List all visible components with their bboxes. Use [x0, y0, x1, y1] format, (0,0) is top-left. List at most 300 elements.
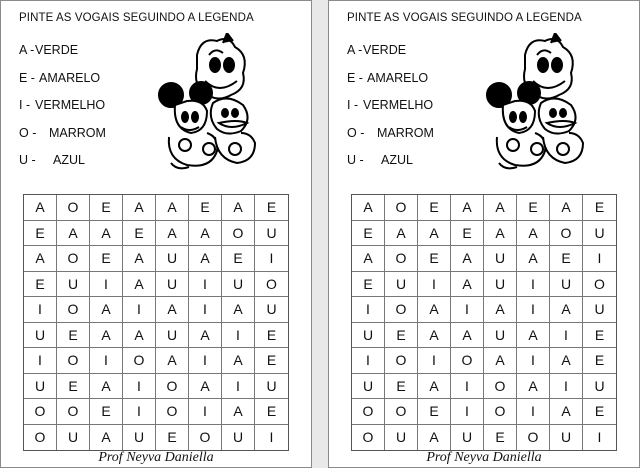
grid-letter: A — [462, 275, 472, 292]
grid-cell[interactable] — [189, 399, 222, 425]
grid-letter: E — [528, 199, 538, 216]
grid-cell[interactable] — [418, 425, 451, 451]
grid-letter: I — [531, 352, 535, 369]
legend-vowel: A - — [19, 43, 35, 57]
grid-cell[interactable] — [352, 374, 385, 400]
grid-letter: A — [233, 403, 243, 420]
grid-cell[interactable] — [550, 297, 583, 323]
grid-cell[interactable] — [156, 348, 189, 374]
grid-letter: A — [134, 250, 144, 267]
grid-letter: E — [200, 199, 210, 216]
grid-letter: A — [561, 301, 571, 318]
grid-cell[interactable] — [189, 246, 222, 272]
grid-cell[interactable] — [451, 348, 484, 374]
grid-letter: A — [462, 326, 472, 343]
grid-cell[interactable] — [352, 297, 385, 323]
grid-cell[interactable] — [352, 272, 385, 298]
grid-cell[interactable] — [255, 374, 288, 400]
grid-letter: U — [67, 429, 79, 446]
grid-cell[interactable] — [90, 374, 123, 400]
grid-letter: O — [527, 429, 539, 446]
grid-cell[interactable] — [255, 221, 288, 247]
grid-letter: A — [462, 199, 472, 216]
grid-letter: O — [395, 199, 407, 216]
grid-cell[interactable] — [123, 348, 156, 374]
grid-cell[interactable] — [90, 425, 123, 451]
grid-letter: E — [101, 250, 111, 267]
grid-letter: E — [594, 403, 605, 420]
grid-cell[interactable] — [484, 195, 517, 221]
grid-cell[interactable] — [517, 399, 550, 425]
grid-cell[interactable] — [550, 399, 583, 425]
grid-cell[interactable] — [385, 425, 418, 451]
grid-cell[interactable] — [90, 272, 123, 298]
grid-letter: I — [203, 403, 207, 420]
grid-letter: U — [232, 429, 244, 446]
grid-letter: O — [362, 403, 374, 420]
disney-characters-icon — [485, 33, 593, 173]
grid-letter: O — [594, 275, 605, 292]
grid-cell[interactable] — [90, 221, 123, 247]
grid-cell[interactable] — [156, 297, 189, 323]
grid-letter: O — [67, 352, 79, 369]
grid-cell[interactable] — [583, 374, 616, 400]
grid-letter: A — [528, 224, 538, 241]
grid-letter: I — [236, 326, 240, 343]
grid-letter: A — [429, 429, 439, 446]
grid-cell[interactable] — [517, 348, 550, 374]
grid-letter: A — [528, 377, 538, 394]
grid-cell[interactable] — [222, 221, 255, 247]
grid-letter: O — [133, 352, 145, 369]
grid-cell[interactable] — [451, 374, 484, 400]
grid-cell[interactable] — [156, 195, 189, 221]
grid-letter: I — [236, 377, 240, 394]
grid-cell[interactable] — [385, 399, 418, 425]
grid-cell[interactable] — [24, 297, 57, 323]
grid-letter: E — [429, 403, 439, 420]
grid-letter: I — [432, 275, 436, 292]
grid-cell[interactable] — [57, 374, 90, 400]
grid-cell[interactable] — [484, 272, 517, 298]
grid-letter: A — [495, 352, 505, 369]
grid-letter: A — [233, 199, 243, 216]
grid-cell[interactable] — [222, 272, 255, 298]
grid-letter: I — [597, 429, 602, 446]
legend-vowel: O - — [19, 126, 37, 140]
legend-vowel: U - — [347, 153, 364, 167]
grid-cell[interactable] — [156, 323, 189, 349]
grid-letter: O — [232, 224, 244, 241]
grid-letter: A — [101, 377, 111, 394]
legend-vowel: E - — [347, 71, 363, 85]
grid-letter: O — [34, 429, 46, 446]
grid-cell[interactable] — [222, 297, 255, 323]
grid-letter: A — [101, 301, 111, 318]
legend-color: MARROM — [377, 126, 434, 140]
grid-cell[interactable] — [352, 221, 385, 247]
grid-letter: U — [166, 275, 178, 292]
grid-cell[interactable] — [255, 323, 288, 349]
grid-letter: A — [35, 199, 45, 216]
grid-cell[interactable] — [385, 348, 418, 374]
grid-cell[interactable] — [222, 399, 255, 425]
grid-cell[interactable] — [583, 323, 616, 349]
grid-cell[interactable] — [484, 399, 517, 425]
grid-cell[interactable] — [123, 374, 156, 400]
grid-letter: I — [531, 403, 535, 420]
grid-cell[interactable] — [550, 425, 583, 451]
legend-color: AZUL — [53, 153, 85, 167]
grid-letter: A — [134, 275, 144, 292]
grid-letter: A — [561, 352, 571, 369]
grid-cell[interactable] — [550, 323, 583, 349]
grid-letter: A — [167, 199, 177, 216]
grid-letter: U — [560, 275, 572, 292]
grid-cell[interactable] — [385, 195, 418, 221]
grid-cell[interactable] — [550, 195, 583, 221]
grid-cell[interactable] — [517, 297, 550, 323]
grid-letter: I — [531, 301, 535, 318]
grid-cell[interactable] — [517, 272, 550, 298]
grid-cell[interactable] — [385, 297, 418, 323]
grid-letter: I — [465, 301, 469, 318]
grid-cell[interactable] — [550, 348, 583, 374]
grid-cell[interactable] — [352, 425, 385, 451]
grid-letter: O — [67, 199, 79, 216]
grid-cell[interactable] — [583, 221, 616, 247]
grid-cell[interactable] — [156, 374, 189, 400]
grid-letter: E — [363, 224, 373, 241]
grid-cell[interactable] — [222, 348, 255, 374]
grid-letter: I — [465, 377, 469, 394]
grid-cell[interactable] — [517, 221, 550, 247]
grid-cell[interactable] — [90, 195, 123, 221]
grid-cell[interactable] — [24, 246, 57, 272]
grid-letter: A — [429, 377, 439, 394]
grid-letter: O — [395, 301, 407, 318]
grid-cell[interactable] — [418, 272, 451, 298]
grid-cell[interactable] — [550, 272, 583, 298]
grid-cell[interactable] — [90, 246, 123, 272]
grid-cell[interactable] — [451, 399, 484, 425]
grid-cell[interactable] — [352, 195, 385, 221]
grid-letter: E — [266, 352, 277, 369]
grid-letter: U — [166, 326, 178, 343]
grid-cell[interactable] — [583, 425, 616, 451]
grid-letter: I — [564, 377, 568, 394]
grid-letter: A — [495, 301, 505, 318]
legend-vowel: O - — [347, 126, 365, 140]
grid-cell[interactable] — [90, 297, 123, 323]
grid-cell[interactable] — [484, 348, 517, 374]
grid-letter: A — [101, 326, 111, 343]
legend-color: VERDE — [35, 43, 79, 57]
grid-cell[interactable] — [385, 246, 418, 272]
grid-cell[interactable] — [352, 348, 385, 374]
grid-cell[interactable] — [255, 425, 288, 451]
grid-letter: O — [166, 403, 178, 420]
grid-cell[interactable] — [352, 246, 385, 272]
grid-cell[interactable] — [583, 348, 616, 374]
grid-cell[interactable] — [418, 348, 451, 374]
grid-letter: I — [203, 275, 207, 292]
grid-cell[interactable] — [451, 297, 484, 323]
grid-cell[interactable] — [90, 348, 123, 374]
grid-letter: I — [564, 326, 568, 343]
grid-cell[interactable] — [24, 374, 57, 400]
grid-letter: E — [396, 377, 406, 394]
legend-color: AMARELO — [367, 71, 429, 85]
grid-letter: I — [366, 301, 370, 318]
grid-cell[interactable] — [583, 399, 616, 425]
grid-cell[interactable] — [451, 425, 484, 451]
grid-cell[interactable] — [418, 221, 451, 247]
grid-letter: O — [34, 403, 46, 420]
grid-letter: I — [432, 352, 436, 369]
grid-letter: O — [560, 224, 572, 241]
grid-cell[interactable] — [255, 297, 288, 323]
grid-cell[interactable] — [517, 323, 550, 349]
grid-letter: U — [34, 377, 46, 394]
grid-letter: E — [462, 224, 472, 241]
grid-cell[interactable] — [156, 399, 189, 425]
grid-cell[interactable] — [255, 195, 288, 221]
legend-vowel: I - — [19, 98, 31, 112]
grid-cell[interactable] — [418, 195, 451, 221]
legend-color: AMARELO — [39, 71, 101, 85]
grid-letter: I — [38, 301, 42, 318]
grid-cell[interactable] — [583, 297, 616, 323]
grid-letter: O — [166, 377, 178, 394]
grid-letter: E — [396, 326, 406, 343]
grid-cell[interactable] — [484, 221, 517, 247]
grid-cell[interactable] — [123, 425, 156, 451]
grid-letter: I — [104, 275, 108, 292]
grid-cell[interactable] — [418, 399, 451, 425]
grid-letter: A — [167, 301, 177, 318]
grid-letter: O — [67, 250, 79, 267]
grid-cell[interactable] — [189, 195, 222, 221]
grid-letter: A — [167, 224, 177, 241]
grid-cell[interactable] — [24, 348, 57, 374]
grid-cell[interactable] — [57, 272, 90, 298]
grid-letter: I — [269, 429, 274, 446]
grid-cell[interactable] — [418, 323, 451, 349]
grid-letter: A — [495, 224, 505, 241]
grid-letter: U — [362, 326, 374, 343]
worksheet-left — [0, 0, 312, 468]
grid-letter: E — [363, 275, 373, 292]
grid-cell[interactable] — [24, 399, 57, 425]
grid-cell[interactable] — [156, 425, 189, 451]
grid-letter: E — [101, 403, 111, 420]
grid-letter: A — [200, 224, 210, 241]
grid-letter: E — [101, 199, 111, 216]
vowel-grid — [351, 194, 617, 451]
grid-letter: A — [101, 224, 111, 241]
grid-letter: A — [134, 326, 144, 343]
grid-cell[interactable] — [385, 323, 418, 349]
grid-cell[interactable] — [550, 221, 583, 247]
grid-letter: O — [461, 352, 473, 369]
grid-letter: A — [233, 301, 243, 318]
grid-cell[interactable] — [451, 195, 484, 221]
grid-cell[interactable] — [385, 221, 418, 247]
grid-letter: E — [233, 250, 243, 267]
grid-letter: A — [200, 326, 210, 343]
grid-letter: U — [594, 224, 605, 241]
grid-letter: U — [395, 429, 407, 446]
grid-cell[interactable] — [123, 399, 156, 425]
grid-letter: I — [366, 352, 370, 369]
grid-cell[interactable] — [189, 323, 222, 349]
grid-cell[interactable] — [57, 399, 90, 425]
grid-cell[interactable] — [517, 425, 550, 451]
grid-cell[interactable] — [583, 272, 616, 298]
grid-letter: U — [362, 377, 374, 394]
grid-letter: E — [68, 326, 78, 343]
grid-letter: A — [429, 326, 439, 343]
grid-cell[interactable] — [189, 425, 222, 451]
grid-letter: U — [266, 377, 277, 394]
grid-letter: E — [495, 429, 505, 446]
grid-letter: A — [561, 403, 571, 420]
grid-cell[interactable] — [189, 374, 222, 400]
grid-cell[interactable] — [57, 246, 90, 272]
grid-letter: U — [266, 224, 277, 241]
grid-cell[interactable] — [222, 195, 255, 221]
grid-letter: O — [395, 403, 407, 420]
grid-letter: O — [494, 377, 506, 394]
grid-cell[interactable] — [24, 425, 57, 451]
grid-cell[interactable] — [57, 195, 90, 221]
grid-letter: E — [134, 224, 144, 241]
grid-cell[interactable] — [189, 297, 222, 323]
grid-cell[interactable] — [123, 221, 156, 247]
grid-letter: U — [594, 377, 605, 394]
legend-color: VERMELHO — [363, 98, 434, 112]
grid-cell[interactable] — [451, 221, 484, 247]
grid-letter: U — [67, 275, 79, 292]
grid-letter: O — [199, 429, 211, 446]
grid-cell[interactable] — [451, 272, 484, 298]
grid-cell[interactable] — [484, 246, 517, 272]
grid-letter: I — [597, 250, 602, 267]
legend-color: AZUL — [381, 153, 413, 167]
grid-cell[interactable] — [255, 399, 288, 425]
grid-cell[interactable] — [583, 195, 616, 221]
grid-cell[interactable] — [57, 425, 90, 451]
grid-cell[interactable] — [517, 246, 550, 272]
grid-cell[interactable] — [123, 195, 156, 221]
grid-letter: U — [34, 326, 46, 343]
grid-cell[interactable] — [352, 323, 385, 349]
grid-cell[interactable] — [24, 195, 57, 221]
grid-cell[interactable] — [123, 323, 156, 349]
grid-letter: E — [266, 199, 277, 216]
grid-letter: I — [269, 250, 274, 267]
grid-letter: O — [494, 403, 506, 420]
grid-letter: A — [561, 199, 571, 216]
grid-cell[interactable] — [123, 246, 156, 272]
grid-cell[interactable] — [484, 425, 517, 451]
grid-letter: A — [233, 352, 243, 369]
grid-letter: O — [362, 429, 374, 446]
grid-cell[interactable] — [517, 374, 550, 400]
grid-cell[interactable] — [385, 374, 418, 400]
grid-cell[interactable] — [484, 297, 517, 323]
grid-letter: A — [363, 250, 373, 267]
grid-cell[interactable] — [156, 246, 189, 272]
grid-letter: E — [594, 352, 605, 369]
grid-letter: I — [531, 275, 535, 292]
grid-cell[interactable] — [24, 323, 57, 349]
grid-cell[interactable] — [222, 374, 255, 400]
grid-cell[interactable] — [156, 221, 189, 247]
grid-cell[interactable] — [189, 348, 222, 374]
grid-cell[interactable] — [222, 323, 255, 349]
grid-cell[interactable] — [57, 323, 90, 349]
grid-cell[interactable] — [484, 374, 517, 400]
grid-cell[interactable] — [451, 246, 484, 272]
grid-cell[interactable] — [90, 323, 123, 349]
grid-letter: U — [133, 429, 145, 446]
grid-cell[interactable] — [156, 272, 189, 298]
grid-cell[interactable] — [385, 272, 418, 298]
grid-cell[interactable] — [189, 272, 222, 298]
grid-letter: A — [134, 199, 144, 216]
grid-cell[interactable] — [90, 399, 123, 425]
grid-cell[interactable] — [418, 297, 451, 323]
grid-letter: O — [395, 352, 407, 369]
grid-cell[interactable] — [418, 246, 451, 272]
grid-letter: I — [203, 352, 207, 369]
grid-cell[interactable] — [123, 297, 156, 323]
grid-cell[interactable] — [57, 297, 90, 323]
grid-letter: I — [137, 377, 141, 394]
grid-cell[interactable] — [451, 323, 484, 349]
grid-cell[interactable] — [57, 348, 90, 374]
grid-letter: A — [462, 250, 472, 267]
grid-cell[interactable] — [550, 374, 583, 400]
grid-cell[interactable] — [189, 221, 222, 247]
grid-letter: U — [232, 275, 244, 292]
grid-cell[interactable] — [550, 246, 583, 272]
grid-cell[interactable] — [255, 348, 288, 374]
grid-cell[interactable] — [255, 246, 288, 272]
grid-cell[interactable] — [583, 246, 616, 272]
grid-cell[interactable] — [484, 323, 517, 349]
grid-cell[interactable] — [222, 425, 255, 451]
grid-letter: O — [67, 301, 79, 318]
legend-vowel: A - — [347, 43, 363, 57]
grid-cell[interactable] — [57, 221, 90, 247]
grid-cell[interactable] — [123, 272, 156, 298]
grid-cell[interactable] — [517, 195, 550, 221]
grid-cell[interactable] — [352, 399, 385, 425]
grid-letter: E — [594, 326, 605, 343]
grid-cell[interactable] — [255, 272, 288, 298]
grid-cell[interactable] — [24, 221, 57, 247]
legend-vowel: U - — [19, 153, 36, 167]
grid-cell[interactable] — [222, 246, 255, 272]
grid-cell[interactable] — [418, 374, 451, 400]
grid-letter: A — [429, 224, 439, 241]
grid-letter: E — [68, 377, 78, 394]
grid-cell[interactable] — [24, 272, 57, 298]
grid-letter: U — [494, 275, 506, 292]
